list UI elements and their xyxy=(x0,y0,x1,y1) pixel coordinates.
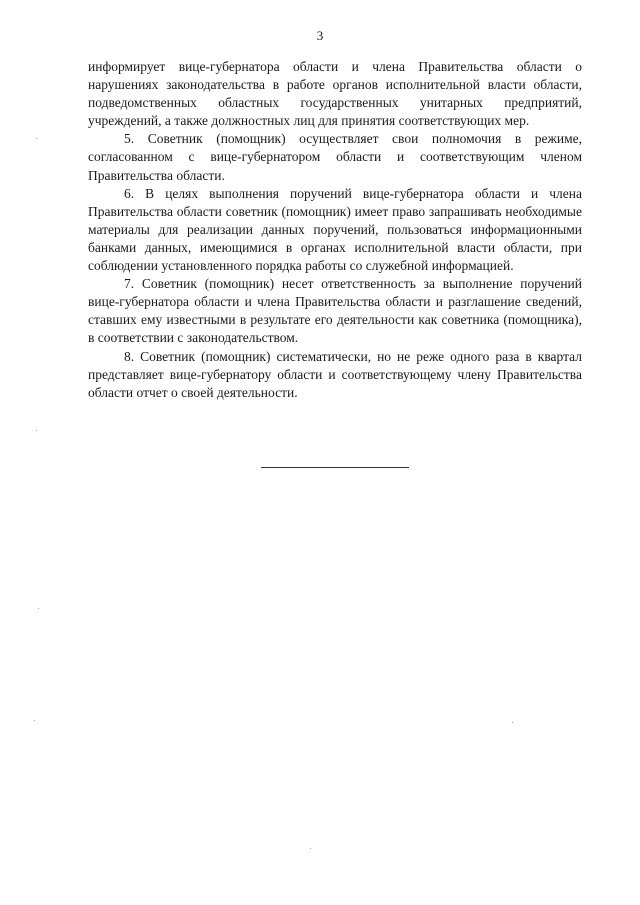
scan-speck xyxy=(34,720,35,721)
document-body xyxy=(88,58,582,402)
paragraph-6: 6. В целях выполнения поручений вице-губернатора области и члена Правительства области советник (помощник) имеет право запрашивать необходимые материалы для реализации данных поручений, пользоваться информационными банками данных, имеющимися в органах исполнительной власти области, при соблюдении установленного порядка работы со служебной информацией. xyxy=(88,185,582,274)
paragraph-7: 7. Советник (помощник) несет ответственность за выполнение поручений вице-губернатора области и члена Правительства области и разглашение сведений, ставших ему известными в результате его деятельности как советника (помощника), в соответствии с законодательством. xyxy=(88,276,582,346)
scan-speck xyxy=(36,138,37,139)
scan-speck xyxy=(512,722,513,723)
paragraph-5: 5. Советник (помощник) осуществляет свои полномочия в режиме, согласованном с вице-губернатором области и соответствующим членом Правительства области. xyxy=(88,131,582,183)
paragraph-8: 8. Советник (помощник) систематически, но не реже одного раза в квартал представляет вице-губернатору области и соответствующему члену Правительства области отчет о своей деятельности. xyxy=(88,348,582,400)
scan-speck xyxy=(38,608,39,609)
end-of-text-rule xyxy=(261,467,409,468)
page-number: 3 xyxy=(316,28,324,43)
scan-speck xyxy=(36,430,37,431)
paragraph-continuation: информирует вице-губернатора области и члена Правительства области о нарушениях законодательства в работе органов исполнительной власти области, подведомственных областных государственных унитарных предприятий, учреждений, а также должностных лиц для принятия соответствующих мер. xyxy=(88,59,582,129)
scan-speck xyxy=(310,848,311,849)
